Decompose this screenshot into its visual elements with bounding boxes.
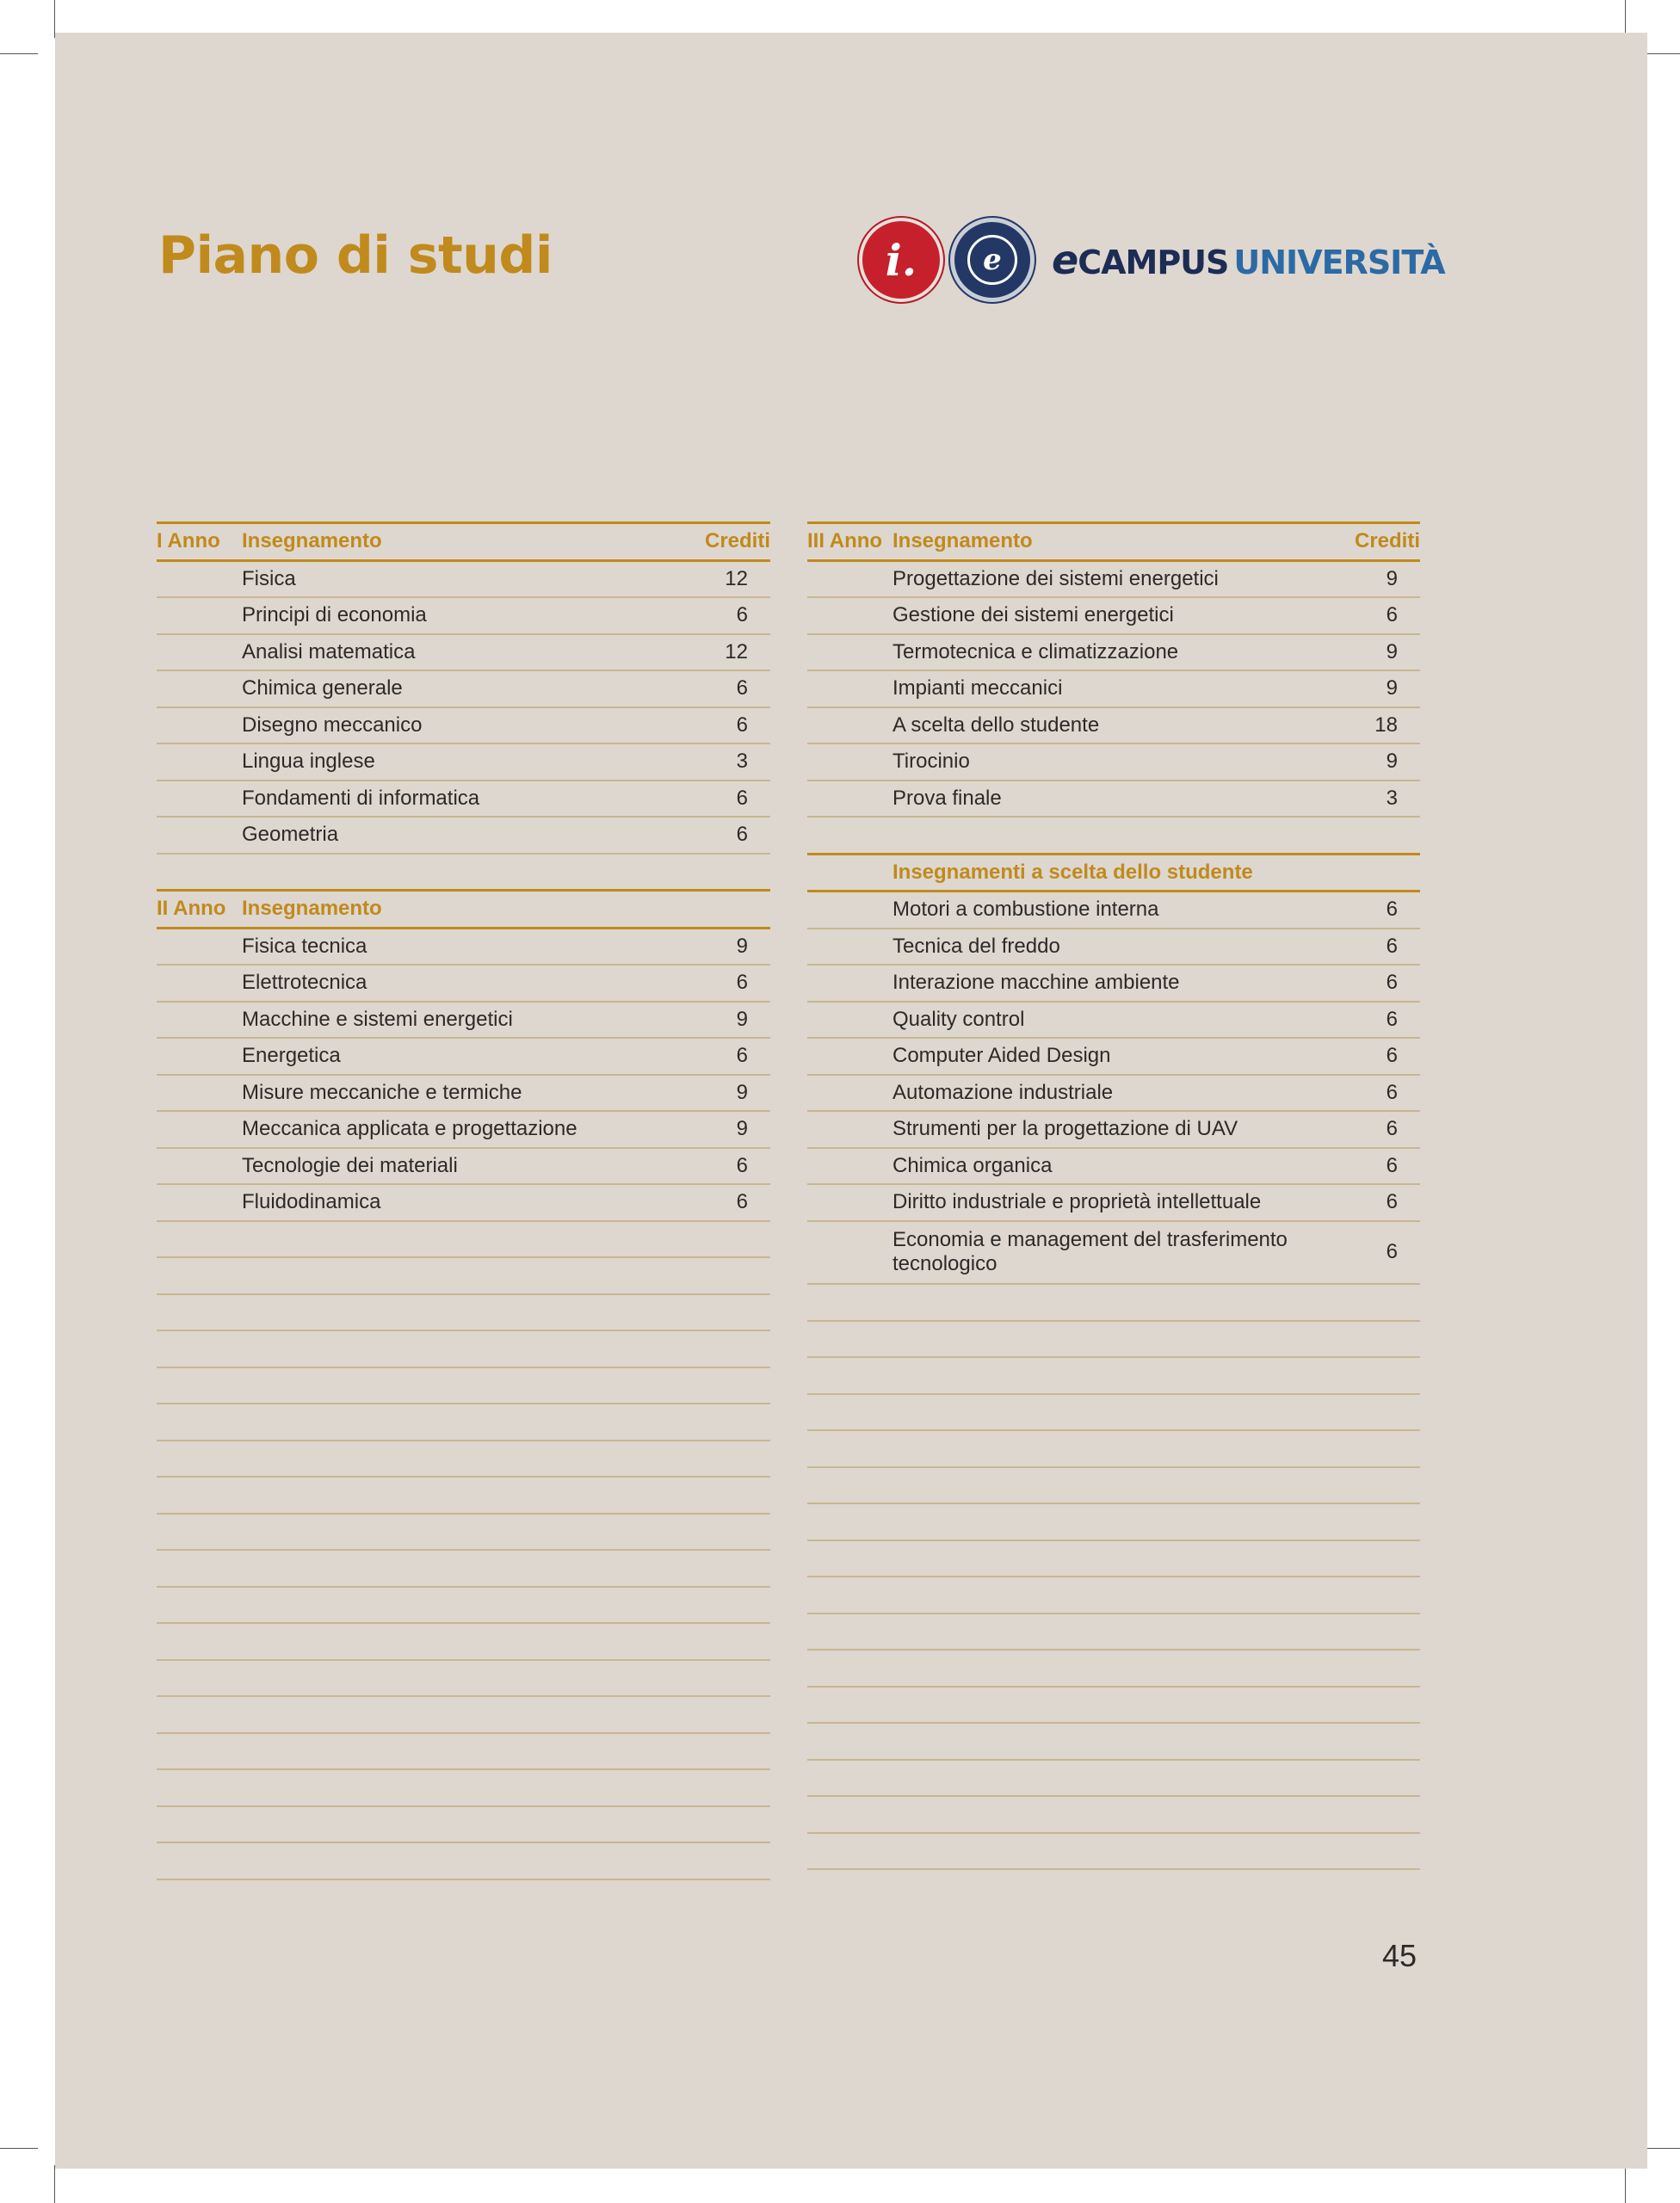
spacer-row bbox=[807, 818, 1420, 853]
course-name: Fisica tecnica bbox=[242, 934, 368, 958]
course-name: Disegno meccanico bbox=[242, 713, 423, 737]
course-credits: 6 bbox=[1386, 971, 1398, 995]
blank-row bbox=[157, 1404, 770, 1441]
blank-row bbox=[807, 1431, 1420, 1468]
blank-row bbox=[157, 1222, 770, 1259]
red-seal-mark: i. bbox=[885, 234, 917, 286]
table-row bbox=[807, 744, 1420, 781]
brand-universita: UNIVERSITÀ bbox=[1233, 244, 1445, 281]
course-credits: 6 bbox=[1386, 934, 1398, 958]
blue-seal-logo bbox=[950, 218, 1035, 302]
table-row bbox=[157, 562, 770, 599]
table-row bbox=[157, 744, 770, 781]
course-credits: 18 bbox=[1374, 713, 1398, 737]
course-name: Automazione industriale bbox=[892, 1080, 1114, 1104]
course-name: Progettazione dei sistemi energetici bbox=[892, 566, 1219, 590]
course-name: Interazione macchine ambiente bbox=[892, 971, 1180, 995]
course-name: Quality control bbox=[892, 1007, 1025, 1031]
table-row bbox=[807, 1039, 1420, 1076]
blank-row bbox=[157, 1258, 770, 1295]
year1-header bbox=[157, 521, 770, 562]
table-row bbox=[807, 598, 1420, 635]
left-blank-rows bbox=[157, 1222, 770, 1880]
blank-row bbox=[807, 1468, 1420, 1505]
year3-rows bbox=[807, 562, 1420, 818]
logo-group bbox=[859, 217, 1445, 303]
course-credits: 3 bbox=[736, 750, 748, 774]
blank-row bbox=[807, 1285, 1420, 1322]
table-row bbox=[807, 1185, 1420, 1222]
course-credits: 6 bbox=[1386, 1080, 1398, 1104]
course-name: Energetica bbox=[242, 1044, 341, 1068]
course-credits: 9 bbox=[1386, 566, 1398, 590]
course-name: Motori a combustione interna bbox=[892, 898, 1159, 922]
course-credits: 6 bbox=[736, 676, 748, 700]
blank-row bbox=[157, 1807, 770, 1844]
course-name: Macchine e sistemi energetici bbox=[242, 1007, 513, 1031]
course-credits: 6 bbox=[736, 1153, 748, 1177]
course-name: Tirocinio bbox=[892, 750, 970, 774]
brand-campus: CAMPUS bbox=[1078, 244, 1229, 281]
course-credits: 6 bbox=[736, 603, 748, 627]
year1-credits-header: Crediti bbox=[704, 529, 770, 553]
course-name: Diritto industriale e proprietà intellettuale bbox=[892, 1190, 1262, 1214]
table-row bbox=[157, 818, 770, 855]
blank-row bbox=[807, 1761, 1420, 1798]
blank-row bbox=[807, 1358, 1420, 1395]
course-credits: 6 bbox=[736, 823, 748, 847]
blank-row bbox=[157, 1331, 770, 1368]
year3-course-header: Insegnamento bbox=[892, 529, 1033, 553]
course-credits: 6 bbox=[1386, 898, 1398, 922]
year1-label: I Anno bbox=[157, 529, 220, 553]
year2-header bbox=[157, 889, 770, 929]
blank-row bbox=[157, 1843, 770, 1880]
blank-row bbox=[807, 1724, 1420, 1761]
table-row bbox=[807, 781, 1420, 818]
course-name: Fisica bbox=[242, 566, 296, 590]
course-name: Termotecnica e climatizzazione bbox=[892, 639, 1179, 663]
course-name: Fluidodinamica bbox=[242, 1190, 381, 1214]
table-row bbox=[157, 1149, 770, 1186]
blank-row bbox=[807, 1322, 1420, 1359]
year1-rows bbox=[157, 562, 770, 855]
blank-row bbox=[807, 1614, 1420, 1651]
course-name: Principi di economia bbox=[242, 603, 427, 627]
page-title: Piano di studi bbox=[158, 225, 553, 286]
blank-row bbox=[157, 1624, 770, 1661]
table-row bbox=[157, 1003, 770, 1040]
course-name: Impianti meccanici bbox=[892, 676, 1063, 700]
table-row bbox=[807, 1076, 1420, 1113]
course-credits: 6 bbox=[1386, 1007, 1398, 1031]
year3-credits-header: Crediti bbox=[1354, 529, 1420, 553]
blue-seal-inner bbox=[967, 235, 1017, 285]
blank-row bbox=[157, 1661, 770, 1698]
course-credits: 6 bbox=[1386, 1044, 1398, 1068]
course-name: Geometria bbox=[242, 823, 339, 847]
course-name: Misure meccaniche e termiche bbox=[242, 1080, 522, 1104]
course-name: Chimica organica bbox=[892, 1153, 1053, 1177]
course-credits: 6 bbox=[1386, 1240, 1398, 1264]
table-row bbox=[807, 708, 1420, 745]
blank-row bbox=[157, 1770, 770, 1807]
course-name: Strumenti per la progettazione di UAV bbox=[892, 1117, 1238, 1141]
table-row bbox=[157, 966, 770, 1003]
crop-mark bbox=[1642, 2148, 1680, 2149]
table-row bbox=[157, 781, 770, 818]
table-row bbox=[807, 1003, 1420, 1040]
course-name: Lingua inglese bbox=[242, 750, 375, 774]
course-name: Economia e management del trasferimento tecnologico bbox=[892, 1228, 1288, 1276]
year3-header bbox=[807, 521, 1420, 562]
course-name: Meccanica applicata e progettazione bbox=[242, 1117, 578, 1141]
table-row bbox=[807, 671, 1420, 708]
table-row bbox=[807, 1222, 1420, 1286]
course-name: A scelta dello studente bbox=[892, 713, 1100, 737]
course-credits: 6 bbox=[736, 1044, 748, 1068]
table-row bbox=[807, 1112, 1420, 1149]
blank-row bbox=[807, 1577, 1420, 1614]
page-number: 45 bbox=[1382, 1938, 1418, 1973]
blank-row bbox=[157, 1588, 770, 1625]
table-row bbox=[157, 671, 770, 708]
table-row bbox=[807, 929, 1420, 966]
right-column-table bbox=[807, 521, 1420, 1870]
course-credits: 12 bbox=[725, 639, 748, 663]
course-credits: 6 bbox=[1386, 1153, 1398, 1177]
blank-row bbox=[157, 1441, 770, 1478]
crop-mark bbox=[1625, 2165, 1626, 2203]
blank-row bbox=[157, 1478, 770, 1515]
blank-row bbox=[807, 1834, 1420, 1871]
crop-mark bbox=[1642, 53, 1680, 54]
course-credits: 6 bbox=[1386, 1190, 1398, 1214]
course-credits: 9 bbox=[736, 1007, 748, 1031]
course-credits: 9 bbox=[1386, 676, 1398, 700]
table-row bbox=[807, 966, 1420, 1003]
course-credits: 9 bbox=[736, 1117, 748, 1141]
course-name: Elettrotecnica bbox=[242, 971, 368, 995]
elective-rows bbox=[807, 892, 1420, 1285]
course-credits: 9 bbox=[1386, 639, 1398, 663]
electives-header bbox=[807, 853, 1420, 893]
table-row bbox=[157, 1185, 770, 1222]
table-row bbox=[157, 1076, 770, 1113]
table-row bbox=[157, 1112, 770, 1149]
course-credits: 9 bbox=[1386, 750, 1398, 774]
course-name: Computer Aided Design bbox=[892, 1044, 1111, 1068]
year2-course-header: Insegnamento bbox=[242, 897, 382, 921]
course-credits: 9 bbox=[736, 934, 748, 958]
table-row bbox=[157, 929, 770, 966]
course-name: Chimica generale bbox=[242, 676, 403, 700]
course-credits: 9 bbox=[736, 1080, 748, 1104]
course-credits: 6 bbox=[736, 1190, 748, 1214]
table-row bbox=[807, 635, 1420, 672]
course-credits: 6 bbox=[1386, 603, 1398, 627]
course-credits: 12 bbox=[725, 566, 748, 590]
table-row bbox=[807, 1149, 1420, 1186]
course-name: Fondamenti di informatica bbox=[242, 786, 480, 810]
year3-label: III Anno bbox=[807, 529, 883, 553]
course-credits: 3 bbox=[1386, 786, 1398, 810]
spacer-row bbox=[157, 855, 770, 890]
blank-row bbox=[807, 1688, 1420, 1725]
year2-label: II Anno bbox=[157, 897, 226, 921]
course-name: Tecnologie dei materiali bbox=[242, 1153, 458, 1177]
blank-row bbox=[157, 1734, 770, 1771]
year1-course-header: Insegnamento bbox=[242, 529, 382, 553]
blank-row bbox=[157, 1551, 770, 1588]
red-seal-logo bbox=[859, 218, 943, 302]
blank-row bbox=[807, 1541, 1420, 1578]
brand-e: e bbox=[1052, 237, 1078, 283]
table-row bbox=[157, 598, 770, 635]
year2-rows bbox=[157, 929, 770, 1222]
blue-seal-mark: e bbox=[983, 243, 1002, 277]
blank-row bbox=[807, 1395, 1420, 1432]
course-credits: 6 bbox=[736, 713, 748, 737]
blank-row bbox=[157, 1368, 770, 1405]
table-row bbox=[157, 635, 770, 672]
course-name: Gestione dei sistemi energetici bbox=[892, 603, 1174, 627]
ecampus-wordmark bbox=[1052, 237, 1445, 283]
table-row bbox=[157, 1039, 770, 1076]
right-blank-rows bbox=[807, 1285, 1420, 1870]
table-row bbox=[807, 562, 1420, 599]
blank-row bbox=[157, 1515, 770, 1552]
course-name: Analisi matematica bbox=[242, 639, 416, 663]
crop-mark bbox=[0, 2148, 38, 2149]
course-name: Tecnica del freddo bbox=[892, 934, 1060, 958]
table-row bbox=[157, 708, 770, 745]
course-name: Prova finale bbox=[892, 786, 1002, 810]
blank-row bbox=[157, 1697, 770, 1734]
course-credits: 6 bbox=[736, 971, 748, 995]
table-row bbox=[807, 892, 1420, 929]
crop-mark bbox=[54, 2165, 55, 2203]
left-column-table bbox=[157, 521, 770, 1880]
blank-row bbox=[807, 1797, 1420, 1834]
electives-heading: Insegnamenti a scelta dello studente bbox=[892, 860, 1253, 884]
course-credits: 6 bbox=[736, 786, 748, 810]
blank-row bbox=[807, 1504, 1420, 1541]
crop-mark bbox=[0, 53, 38, 54]
course-credits: 6 bbox=[1386, 1117, 1398, 1141]
blank-row bbox=[157, 1295, 770, 1332]
blank-row bbox=[807, 1651, 1420, 1688]
